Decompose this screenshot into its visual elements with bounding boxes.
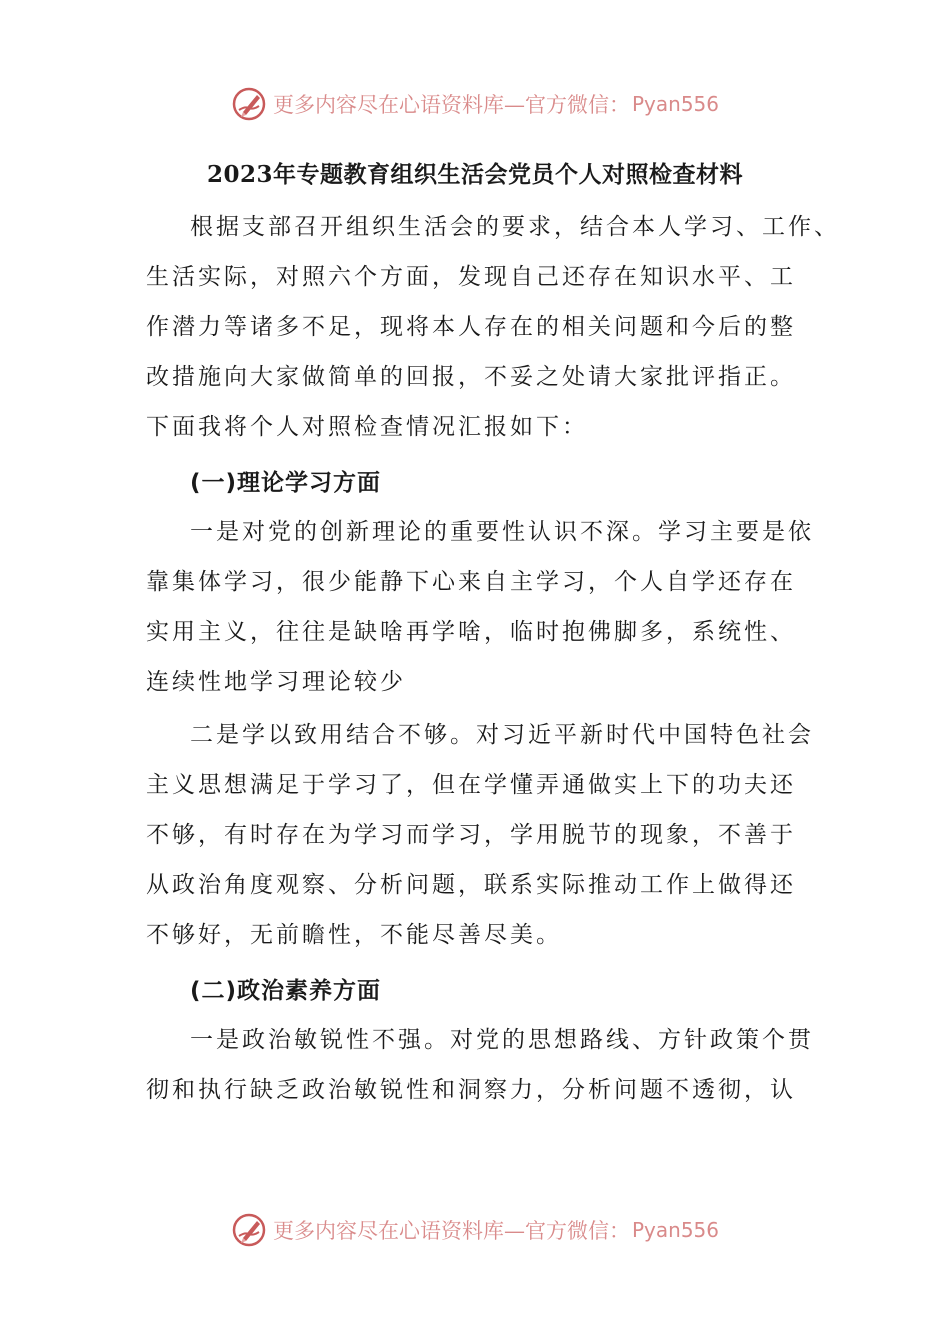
section1-paragraph-2 bbox=[146, 710, 826, 960]
paragraph-line: 一是政治敏锐性不强。对党的思想路线、方针政策个贯 bbox=[190, 1027, 814, 1053]
watermark-wechat-id: Pyan556 bbox=[631, 92, 719, 116]
watermark-header bbox=[0, 84, 950, 124]
watermark-text: 更多内容尽在心语资料库—官方微信： bbox=[272, 93, 630, 117]
paragraph-line: 靠集体学习，很少能静下心来自主学习，个人自学还存在 bbox=[146, 569, 796, 595]
paragraph-line: 不够，有时存在为学习而学习，学用脱节的现象，不善于 bbox=[146, 822, 796, 848]
paragraph-line: 彻和执行缺乏政治敏锐性和洞察力，分析问题不透彻，认 bbox=[146, 1077, 796, 1103]
paragraph-line: 从政治角度观察、分析问题，联系实际推动工作上做得还 bbox=[146, 872, 796, 898]
paragraph-line: 不够好，无前瞻性，不能尽善尽美。 bbox=[146, 922, 562, 948]
paragraph-line: 连续性地学习理论较少 bbox=[146, 669, 406, 695]
intro-paragraph bbox=[146, 202, 840, 452]
pen-book-logo-icon bbox=[231, 1212, 267, 1248]
intro-line: 作潜力等诸多不足，现将本人存在的相关问题和今后的整 bbox=[146, 314, 796, 340]
watermark-footer bbox=[0, 1210, 950, 1250]
section-heading-theory: (一)理论学习方面 bbox=[190, 470, 382, 496]
watermark-wechat-id: Pyan556 bbox=[631, 1218, 719, 1242]
section2-paragraph-1 bbox=[146, 1015, 826, 1115]
watermark-text: 更多内容尽在心语资料库—官方微信： bbox=[272, 1219, 630, 1243]
section-heading-politics: (二)政治素养方面 bbox=[190, 978, 382, 1004]
intro-line: 改措施向大家做简单的回报，不妥之处请大家批评指正。 bbox=[146, 364, 796, 390]
intro-line: 下面我将个人对照检查情况汇报如下： bbox=[146, 414, 588, 440]
document-title: 2023年专题教育组织生活会党员个人对照检查材料 bbox=[206, 161, 743, 188]
intro-line: 生活实际，对照六个方面，发现自己还存在知识水平、工 bbox=[146, 264, 796, 290]
paragraph-line: 主义思想满足于学习了，但在学懂弄通做实上下的功夫还 bbox=[146, 772, 796, 798]
paragraph-line: 二是学以致用结合不够。对习近平新时代中国特色社会 bbox=[190, 722, 814, 748]
paragraph-line: 一是对党的创新理论的重要性认识不深。学习主要是依 bbox=[190, 519, 814, 545]
intro-line: 根据支部召开组织生活会的要求，结合本人学习、工作、 bbox=[190, 214, 840, 240]
paragraph-line: 实用主义，往往是缺啥再学啥，临时抱佛脚多，系统性、 bbox=[146, 619, 796, 645]
section1-paragraph-1 bbox=[146, 507, 826, 707]
pen-book-logo-icon bbox=[231, 86, 267, 122]
